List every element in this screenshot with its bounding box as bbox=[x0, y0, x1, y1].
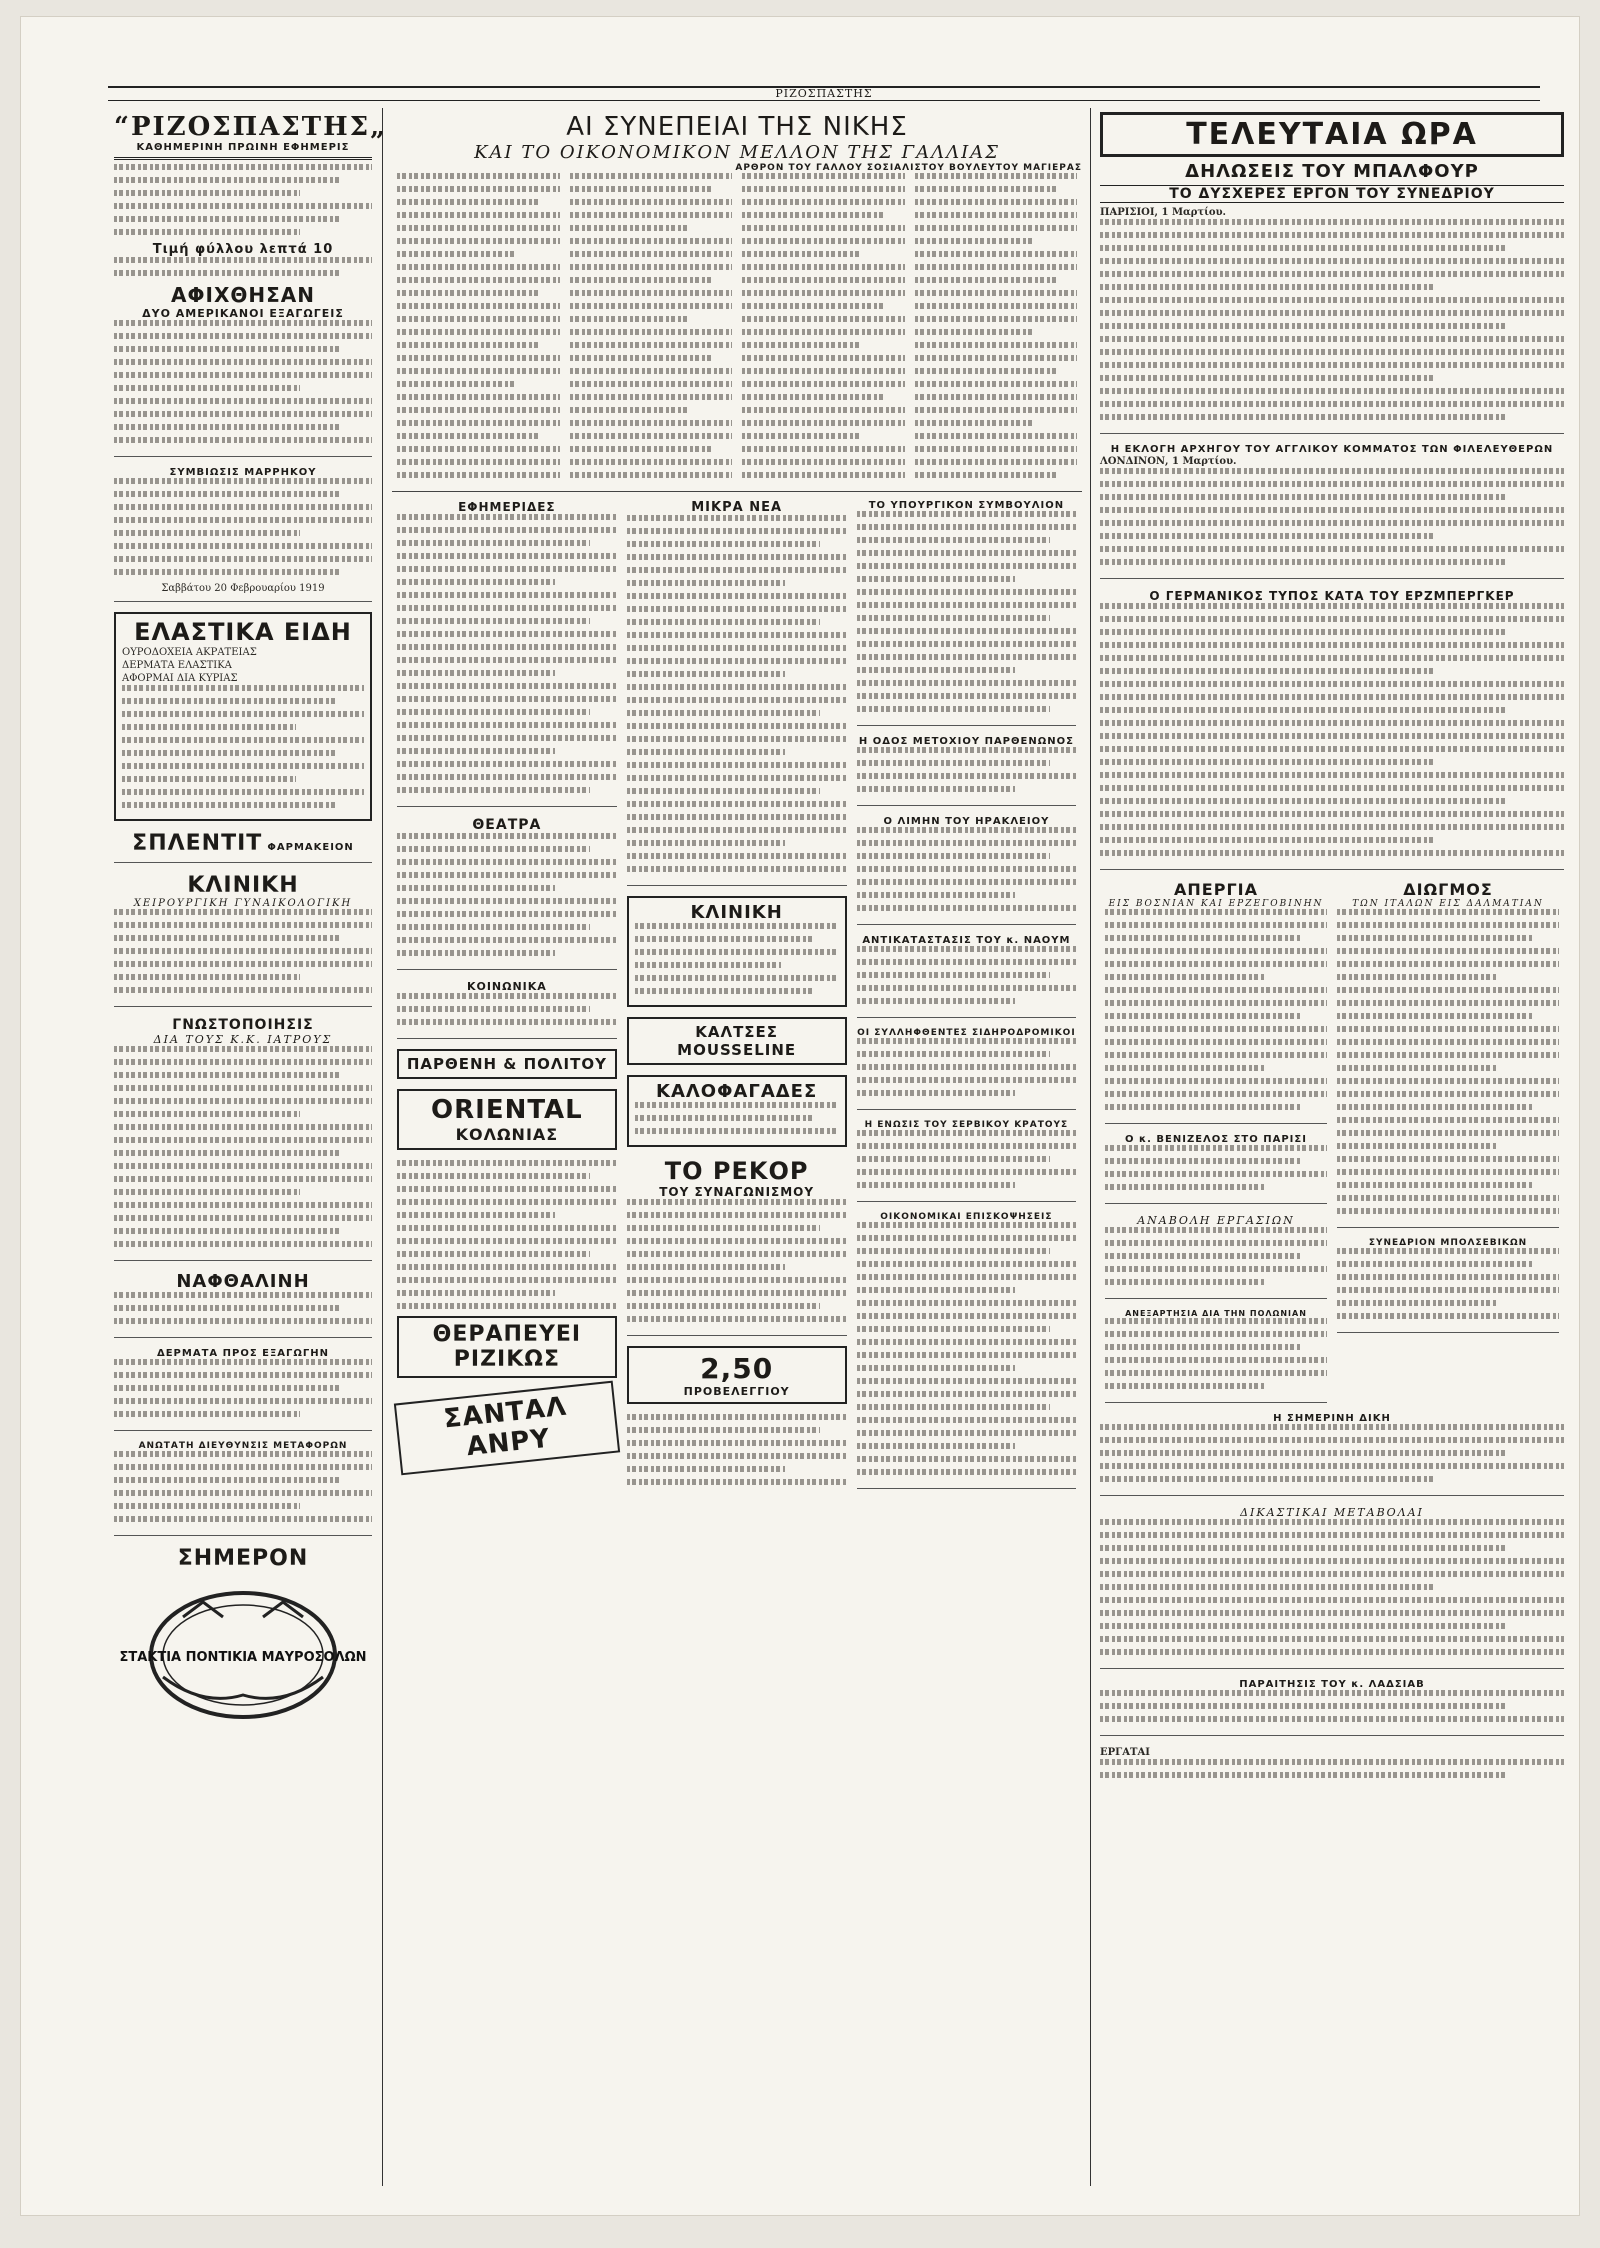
subheadline: ΔΙΑ ΤΟΥΣ Κ.Κ. ΙΑΤΡΟΥΣ bbox=[153, 1033, 333, 1046]
article-body bbox=[1105, 1145, 1327, 1190]
article-body bbox=[397, 833, 617, 956]
article-body bbox=[857, 1222, 1077, 1475]
ad-kliniki bbox=[114, 873, 372, 1007]
headline: ΤΟ ΥΠΟΥΡΓΙΚΟΝ ΣΥΜΒΟΥΛΙΟΝ bbox=[868, 500, 1065, 511]
article-balfour bbox=[1100, 206, 1564, 434]
article-polonia bbox=[1105, 1309, 1327, 1403]
column-right bbox=[1094, 112, 1570, 2186]
headline: ΜΙΚΡΑ ΝΕΑ bbox=[691, 500, 783, 515]
article-body bbox=[114, 320, 372, 443]
dateline: Σαββάτου 20 Φεβρουαρίου 1919 bbox=[161, 583, 325, 594]
main-subheadline: ΚΑΙ ΤΟ ΟΙΚΟΝΟΜΙΚΟΝ ΜΕΛΛΟΝ ΤΗΣ ΓΑΛΛΙΑΣ bbox=[474, 142, 1000, 163]
main-byline: ΑΡΘΡΟΝ ΤΟΥ ΓΑΛΛΟΥ ΣΟΣΙΑΛΙΣΤΟΥ ΒΟΥΛΕΥΤΟΥ ΜΑΓΙΕΡΑΣ bbox=[735, 163, 1082, 173]
article-eklogi bbox=[1100, 444, 1564, 579]
newspaper-page bbox=[20, 16, 1580, 2216]
article-body bbox=[397, 993, 617, 1025]
headline: ΑΠΕΡΓΙΑ bbox=[1174, 880, 1258, 899]
ad-item: ΔΕΡΜΑΤΑ ΕΛΑΣΤΙΚΑ bbox=[122, 660, 232, 671]
masthead-rule bbox=[114, 157, 372, 160]
headline: Ο ΛΙΜΗΝ ΤΟΥ ΗΡΑΚΛΕΙΟΥ bbox=[883, 816, 1050, 827]
article-germanikos bbox=[1100, 589, 1564, 870]
text-column bbox=[910, 173, 1083, 485]
headline: ΑΝΤΙΚΑΤΑΣΤΑΣΙΣ ΤΟΥ κ. ΝΑΟΥΜ bbox=[862, 935, 1071, 946]
article-body bbox=[1337, 909, 1559, 1214]
subcolumn-right bbox=[1332, 880, 1564, 1343]
ad-title: ΠΑΡΘΕΝΗ & ΠΟΛΙΤΟΥ bbox=[406, 1055, 607, 1073]
article-venizelos bbox=[1105, 1134, 1327, 1204]
ad-body bbox=[635, 1102, 839, 1134]
article-mpolsevikon bbox=[1337, 1238, 1559, 1333]
headline: ΑΝΕΞΑΡΤΗΣΙΑ ΔΙΑ ΤΗΝ ΠΟΛΩΝΙΑΝ bbox=[1125, 1309, 1307, 1318]
article-body bbox=[857, 747, 1077, 792]
column-left bbox=[108, 112, 388, 2186]
article-symviosis bbox=[114, 467, 372, 602]
ad-title: ΘΕΡΑΠΕΥΕΙ ΡΙΖΙΚΩΣ bbox=[432, 1322, 582, 1372]
column-middle bbox=[386, 112, 1088, 2186]
ad-rekor bbox=[627, 1157, 847, 1336]
ad-kalofagades bbox=[627, 1075, 847, 1147]
headline: ΣΥΝΕΔΡΙΟΝ ΜΠΟΛΣΕΒΙΚΩΝ bbox=[1368, 1238, 1528, 1248]
ad-title: 2,50 bbox=[700, 1352, 774, 1385]
article-dermata bbox=[114, 1348, 372, 1431]
headline: ΑΝΑΒΟΛΗ ΕΡΓΑΣΙΩΝ bbox=[1137, 1214, 1295, 1227]
ad-oriental bbox=[397, 1089, 617, 1150]
footer-notice-body bbox=[1100, 1759, 1564, 1778]
article-body bbox=[1337, 1248, 1559, 1319]
article-naoum bbox=[857, 935, 1077, 1018]
subheadline: ΔΥΟ ΑΜΕΡΙΚΑΝΟΙ ΕΞΑΓΩΓΕΙΣ bbox=[142, 307, 344, 320]
ad-body bbox=[122, 685, 364, 808]
dateline: ΠΑΡΙΣΙΟΙ, 1 Μαρτίου. bbox=[1100, 207, 1227, 218]
telefteia-ora-banner: ΤΕΛΕΥΤΑΙΑ ΩΡΑ bbox=[1100, 112, 1564, 157]
article-body bbox=[857, 511, 1077, 712]
headline: ΟΙΚΟΝΟΜΙΚΑΙ ΕΠΙΣΚΟΨΗΣΕΙΣ bbox=[880, 1212, 1053, 1222]
headline: ΔΕΡΜΑΤΑ ΠΡΟΣ ΕΞΑΓΩΓΗΝ bbox=[156, 1348, 329, 1359]
dateline: ΛΟΝΔΙΝΟΝ, 1 Μαρτίου. bbox=[1100, 456, 1237, 467]
headline: ΣΥΜΒΙΩΣΙΣ ΜΑΡΡΗΚΟΥ bbox=[169, 467, 317, 478]
headline: Η ΣΗΜΕΡΙΝΗ ΔΙΚΗ bbox=[1273, 1413, 1391, 1424]
article-body bbox=[114, 1359, 372, 1417]
subheadline: ΤΟ ΔΥΣΧΕΡΕΣ ΕΡΓΟΝ ΤΟΥ ΣΥΝΕΔΡΙΟΥ bbox=[1100, 185, 1564, 203]
masthead-notes bbox=[114, 257, 372, 276]
article-body bbox=[1100, 468, 1564, 565]
ad-mousseline bbox=[627, 1017, 847, 1065]
article-simerini-diki bbox=[1100, 1413, 1564, 1496]
article-body bbox=[1100, 1424, 1564, 1482]
article-body bbox=[1100, 1690, 1564, 1722]
article-body bbox=[114, 1451, 372, 1522]
article-dikastikai bbox=[1100, 1506, 1564, 1669]
article-anotati bbox=[114, 1441, 372, 1536]
masthead: “ΡΙΖΟΣΠΑΣΤΗΣ„ bbox=[114, 112, 388, 142]
ad-title: ΤΟ ΡΕΚΟΡ bbox=[664, 1157, 809, 1185]
ad-body bbox=[114, 1292, 372, 1324]
headline: Ο κ. ΒΕΝΙΖΕΛΟΣ ΣΤΟ ΠΑΡΙΣΙ bbox=[1125, 1134, 1307, 1145]
ad-title: ΚΑΛΟΦΑΓΑΔΕΣ bbox=[656, 1081, 818, 1102]
ad-item: ΟΥΡΟΔΟΧΕΙΑ ΑΚΡΑΤΕΙΑΣ bbox=[122, 647, 257, 658]
article-body bbox=[857, 1130, 1077, 1188]
ad-santal bbox=[394, 1381, 620, 1476]
article-paraitisis bbox=[1100, 1679, 1564, 1736]
ad-item: ΑΦΟΡΜΑΙ ΔΙΑ ΚΥΡΙΑΣ bbox=[122, 673, 238, 684]
headline: ΓΝΩΣΤΟΠΟΙΗΣΙΣ bbox=[172, 1017, 314, 1033]
ad-body bbox=[635, 923, 839, 994]
ad-naftalini bbox=[114, 1271, 372, 1338]
headline: Ο ΓΕΡΜΑΝΙΚΟΣ ΤΥΠΟΣ ΚΑΤΑ ΤΟΥ ΕΡΖΜΠΕΡΓΚΕΡ bbox=[1149, 589, 1515, 603]
ad-title: ΚΛΙΝΙΚΗ bbox=[690, 902, 783, 923]
main-article-body bbox=[392, 173, 1082, 492]
headline: ΟΙ ΣΥΛΛΗΦΘΕΝΤΕΣ ΣΙΔΗΡΟΔΡΟΜΙΚΟΙ bbox=[857, 1028, 1076, 1038]
article-body bbox=[1105, 1227, 1327, 1285]
ad-title: ΣΑΝΤΑΛ ΑΝΡΥ bbox=[442, 1391, 569, 1463]
article-ypourgikon bbox=[857, 500, 1077, 726]
subscription-text bbox=[114, 164, 372, 235]
text-column bbox=[565, 173, 738, 485]
ad-splendit bbox=[114, 831, 372, 863]
headline: ΘΕΑΤΡΑ bbox=[472, 817, 542, 833]
ad-title: ΕΛΑΣΤΙΚΑ ΕΙΔΗ bbox=[134, 618, 352, 646]
article-anavoli bbox=[1105, 1214, 1327, 1299]
small-notices bbox=[397, 1160, 617, 1309]
today-heading: ΣΗΜΕΡΟΝ bbox=[177, 1546, 309, 1571]
subcolumn-3 bbox=[852, 500, 1082, 1499]
subheadline: ΤΩΝ ΙΤΑΛΩΝ ΕΙΣ ΔΑΛΜΑΤΙΑΝ bbox=[1352, 899, 1544, 909]
article-sidirodromikoi bbox=[857, 1028, 1077, 1110]
article-body bbox=[627, 515, 847, 872]
subheadline: ΕΙΣ ΒΟΣΝΙΑΝ ΚΑΙ ΕΡΖΕΓΟΒΙΝΗΝ bbox=[1108, 899, 1324, 909]
ad-parthenon bbox=[397, 1049, 617, 1079]
ad-subtitle: ΧΕΙΡΟΥΡΓΙΚΗ ΓΥΝΑΙΚΟΛΟΓΙΚΗ bbox=[133, 898, 353, 909]
article-body bbox=[1100, 1519, 1564, 1655]
article-gnostopoiisis bbox=[114, 1017, 372, 1261]
masthead-subtitle: ΚΑΘΗΜΕΡΙΝΗ ΠΡΩΙΝΗ ΕΦΗΜΕΡΙΣ bbox=[136, 142, 350, 153]
subcolumn-left bbox=[1100, 880, 1332, 1413]
ad-subtitle: ΚΟΛΩΝΙΑΣ bbox=[455, 1125, 559, 1144]
ad-subtitle: ΦΑΡΜΑΚΕΙΟΝ bbox=[267, 842, 354, 853]
article-body bbox=[114, 1046, 372, 1247]
ad-subtitle: ΠΡΟΒΕΛΕΓΓΙΟΥ bbox=[683, 1385, 790, 1398]
headline: ΔΗΛΩΣΕΙΣ ΤΟΥ ΜΠΑΛΦΟΥΡ bbox=[1185, 161, 1479, 182]
article-body bbox=[1100, 219, 1564, 420]
text-column bbox=[392, 173, 565, 485]
article-apergia bbox=[1105, 880, 1327, 1124]
article-mikra-nea bbox=[627, 500, 847, 886]
ad-price bbox=[627, 1346, 847, 1404]
top-strip: ΡΙΖΟΣΠΑΣΤΗΣ bbox=[108, 86, 1540, 101]
column-rule-2 bbox=[1090, 108, 1091, 2186]
article-servikou bbox=[857, 1120, 1077, 1202]
staktia-emblem bbox=[119, 1577, 367, 1727]
ad-elastika bbox=[114, 612, 372, 821]
headline: ΕΦΗΜΕΡΙΔΕΣ bbox=[458, 500, 556, 514]
headline: Η ΕΚΛΟΓΗ ΑΡΧΗΓΟΥ ΤΟΥ ΑΓΓΛΙΚΟΥ ΚΟΜΜΑΤΟΣ ΤΩΝ ΦΙΛΕΛΕΥΘΕΡΩΝ bbox=[1110, 444, 1554, 455]
ad-title: ΣΠΛΕΝΤΙΤ bbox=[132, 831, 263, 856]
article-body bbox=[1100, 603, 1564, 856]
headline: Η ΟΔΟΣ ΜΕΤΟΧΙΟΥ ΠΑΡΘΕΝΩΝΟΣ bbox=[858, 736, 1074, 747]
main-headline: ΑΙ ΣΥΝΕΠΕΙΑΙ ΤΗΣ ΝΙΚΗΣ bbox=[566, 112, 908, 142]
emblem-text: ΣΤΑΚΤΙΑ ΠΟΝΤΙΚΙΑ ΜΑΥΡΟΣΟΛΩΝ bbox=[119, 1650, 367, 1665]
ad-title: ΚΑΛΤΣΕΣ MOUSSELINE bbox=[677, 1023, 797, 1059]
subcolumn-1 bbox=[392, 500, 622, 1474]
article-afichthisan bbox=[114, 283, 372, 457]
ad-title: ΝΑΦΘΑΛΙΝΗ bbox=[176, 1271, 310, 1292]
ad-body bbox=[627, 1199, 847, 1322]
article-limin bbox=[857, 816, 1077, 925]
price-line: Τιμή φύλλου λεπτά 10 bbox=[152, 242, 334, 257]
ad-subtitle: ΤΟΥ ΣΥΝΑΓΩΝΙΣΜΟΥ bbox=[659, 1185, 815, 1199]
article-body bbox=[114, 478, 372, 575]
article-diogmos bbox=[1337, 880, 1559, 1228]
article-oikonomikai bbox=[857, 1212, 1077, 1489]
article-theatra bbox=[397, 817, 617, 970]
ad-therapevei bbox=[397, 1316, 617, 1378]
ad-body bbox=[114, 909, 372, 993]
article-koinonika bbox=[397, 980, 617, 1039]
ad-kliniki-2 bbox=[627, 896, 847, 1007]
ad-title: ΚΛΙΝΙΚΗ bbox=[187, 873, 299, 898]
column-rule-1 bbox=[382, 108, 383, 2186]
text-column bbox=[737, 173, 910, 485]
ad-title: ORIENTAL bbox=[431, 1095, 583, 1125]
headline: ΚΟΙΝΩΝΙΚΑ bbox=[466, 980, 547, 993]
footer-notice: ΕΡΓΑΤΑΙ bbox=[1100, 1747, 1150, 1758]
subcolumn-2 bbox=[622, 500, 852, 1492]
headline: ΑΝΩΤΑΤΗ ΔΙΕΥΘΥΝΣΙΣ ΜΕΤΑΦΟΡΩΝ bbox=[138, 1441, 348, 1451]
article-body bbox=[397, 514, 617, 793]
article-body bbox=[857, 946, 1077, 1004]
headline: ΔΙΚΑΣΤΙΚΑΙ ΜΕΤΑΒΟΛΑΙ bbox=[1240, 1506, 1424, 1519]
article-body bbox=[857, 1038, 1077, 1096]
article-body bbox=[857, 827, 1077, 911]
article-efimerides bbox=[397, 500, 617, 807]
headline: ΑΦΙΧΘΗΣΑΝ bbox=[171, 283, 315, 307]
headline: Η ΕΝΩΣΙΣ ΤΟΥ ΣΕΡΒΙΚΟΥ ΚΡΑΤΟΥΣ bbox=[864, 1120, 1069, 1130]
article-body bbox=[1105, 909, 1327, 1110]
article-body bbox=[1105, 1318, 1327, 1389]
headline: ΠΑΡΑΙΤΗΣΙΣ ΤΟΥ κ. ΛΑΔΣΙΑΒ bbox=[1239, 1679, 1425, 1690]
headline: ΔΙΩΓΜΟΣ bbox=[1403, 880, 1493, 899]
article-odos bbox=[857, 736, 1077, 806]
small-notices bbox=[627, 1414, 847, 1485]
twin-columns bbox=[1100, 880, 1564, 1413]
